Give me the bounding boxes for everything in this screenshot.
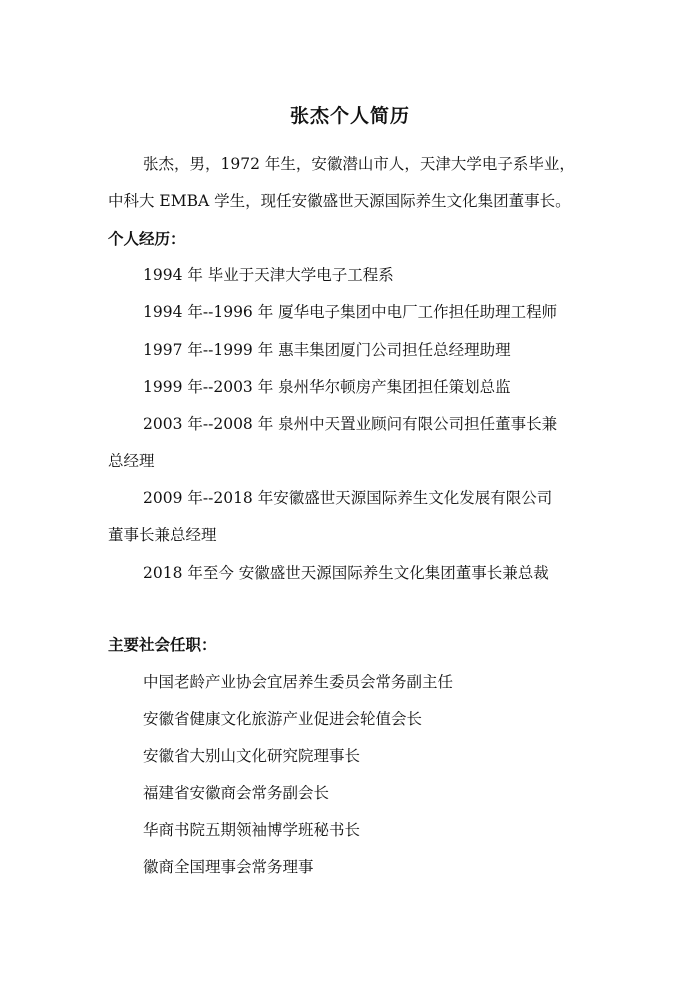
social-heading: 主要社会任职： <box>108 636 217 654</box>
experience-item-6-continued: 董事长兼总经理 <box>108 526 217 544</box>
social-item-6: 徽商全国理事会常务理事 <box>143 858 314 876</box>
social-item-3: 安徽省大别山文化研究院理事长 <box>143 747 361 765</box>
experience-item-5: 2003 年--2008 年 泉州中天置业顾问有限公司担任董事长兼 <box>143 415 558 433</box>
social-item-5: 华商书院五期领袖博学班秘书长 <box>143 821 361 839</box>
experience-item-3: 1997 年--1999 年 惠丰集团厦门公司担任总经理助理 <box>143 341 511 359</box>
social-item-1: 中国老龄产业协会宜居养生委员会常务副主任 <box>143 673 454 691</box>
experience-item-2: 1994 年--1996 年 厦华电子集团中电厂工作担任助理工程师 <box>143 303 558 321</box>
intro-line-2: 中科大 EMBA 学生，现任安徽盛世天源国际养生文化集团董事长。 <box>108 192 571 210</box>
intro-line-1: 张杰，男，1972 年生，安徽潜山市人，天津大学电子系毕业， <box>143 155 575 173</box>
social-item-2: 安徽省健康文化旅游产业促进会轮值会长 <box>143 710 423 728</box>
page-title: 张杰个人简历 <box>289 105 410 127</box>
experience-item-7: 2018 年至今 安徽盛世天源国际养生文化集团董事长兼总裁 <box>143 564 549 582</box>
social-item-4: 福建省安徽商会常务副会长 <box>143 784 330 802</box>
experience-item-1: 1994 年 毕业于天津大学电子工程系 <box>143 266 394 284</box>
experience-heading: 个人经历： <box>108 230 186 248</box>
experience-item-6: 2009 年--2018 年安徽盛世天源国际养生文化发展有限公司 <box>143 489 553 507</box>
experience-item-4: 1999 年--2003 年 泉州华尔顿房产集团担任策划总监 <box>143 378 511 396</box>
experience-item-5-continued: 总经理 <box>108 452 155 470</box>
